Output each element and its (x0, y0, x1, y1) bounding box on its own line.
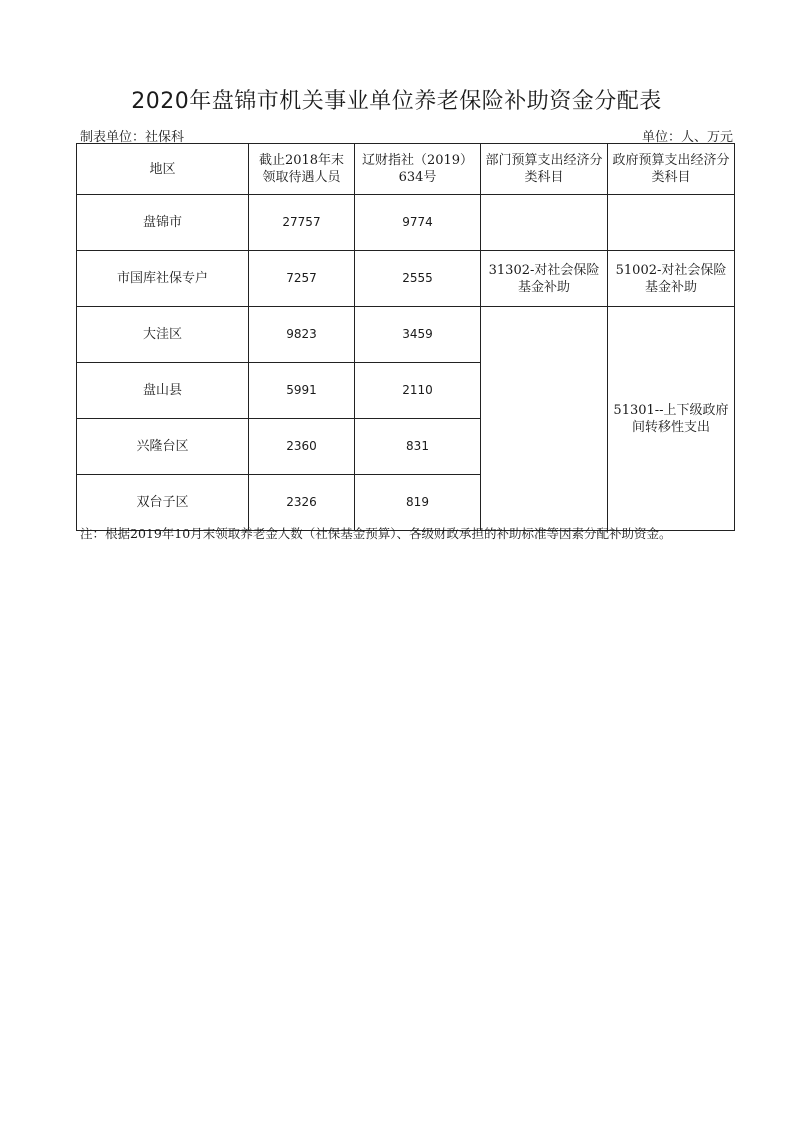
liaocai-cell: 3459 (355, 307, 481, 363)
prepared-by-label: 制表单位：社保科 (80, 130, 185, 145)
region-cell: 盘锦市 (77, 195, 249, 251)
gov-budget-subject-transfer: 51301--上下级政府间转移性支出 (608, 307, 735, 531)
allocation-table (76, 143, 735, 531)
footnote: 注：根据2019年10月末领取养老金人数（社保基金预算）、各级财政承担的补助标准等因素分配补助资金。 (80, 526, 672, 541)
liaocai-cell: 831 (355, 419, 481, 475)
region-cell: 市国库社保专户 (77, 251, 249, 307)
liaocai-cell: 9774 (355, 195, 481, 251)
liaocai-cell: 819 (355, 475, 481, 531)
gov-budget-subject-social: 51002-对社会保险基金补助 (608, 251, 735, 307)
gov-budget-cell (608, 195, 735, 251)
header-gov-budget: 政府预算支出经济分类科目 (608, 144, 735, 195)
header-liaocai: 辽财指社（2019）634号 (355, 144, 481, 195)
liaocai-cell: 2110 (355, 363, 481, 419)
unit-label: 单位：人、万元 (641, 130, 733, 145)
region-cell: 双台子区 (77, 475, 249, 531)
retirees-cell: 2360 (249, 419, 355, 475)
retirees-cell: 2326 (249, 475, 355, 531)
liaocai-cell: 2555 (355, 251, 481, 307)
dept-budget-cell (481, 195, 608, 251)
table-row (77, 195, 735, 251)
dept-budget-merged-cell (481, 307, 608, 531)
header-retirees: 截止2018年末领取待遇人员 (249, 144, 355, 195)
table-row (77, 251, 735, 307)
region-cell: 大洼区 (77, 307, 249, 363)
retirees-cell: 5991 (249, 363, 355, 419)
region-cell: 盘山县 (77, 363, 249, 419)
dept-budget-subject: 31302-对社会保险基金补助 (481, 251, 608, 307)
retirees-cell: 7257 (249, 251, 355, 307)
header-region: 地区 (77, 144, 249, 195)
page-title: 2020年盘锦市机关事业单位养老保险补助资金分配表 (131, 89, 662, 114)
region-cell: 兴隆台区 (77, 419, 249, 475)
retirees-cell: 27757 (249, 195, 355, 251)
table-header-row (77, 144, 735, 195)
header-dept-budget: 部门预算支出经济分类科目 (481, 144, 608, 195)
retirees-cell: 9823 (249, 307, 355, 363)
table-row (77, 307, 735, 363)
